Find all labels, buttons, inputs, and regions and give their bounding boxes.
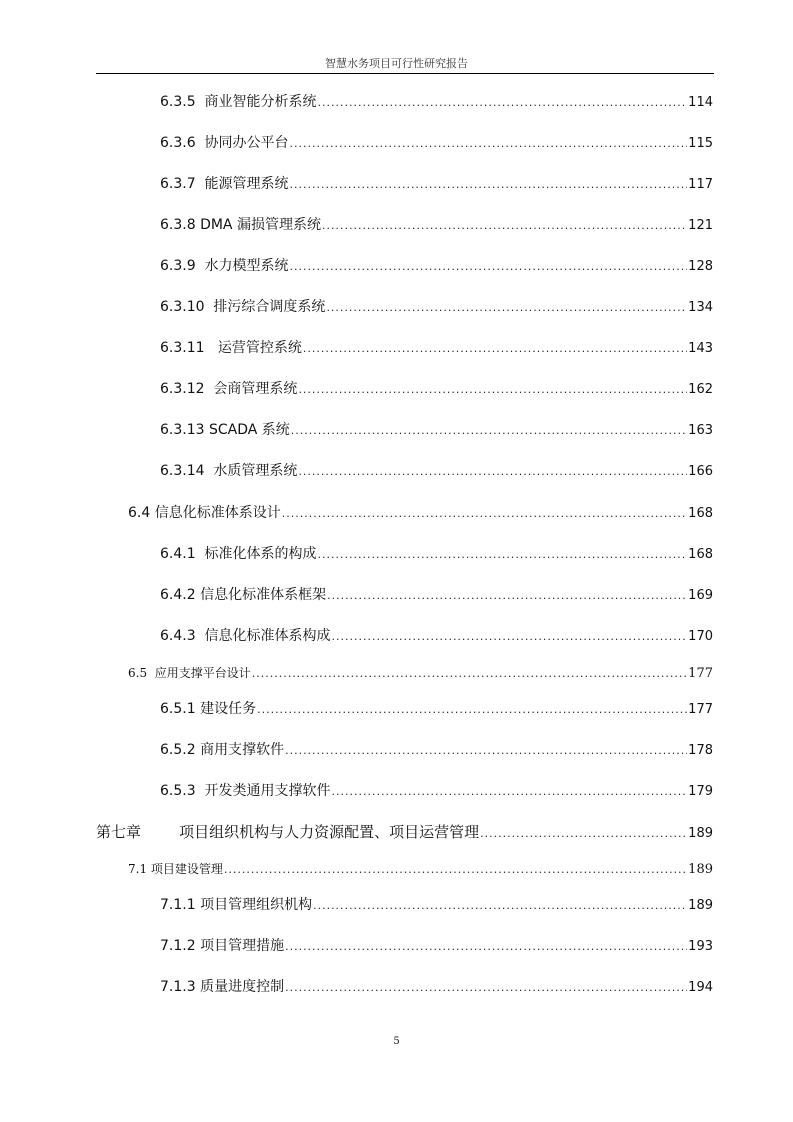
toc-entry[interactable]: [0, 740, 713, 760]
toc-entry[interactable]: [0, 663, 713, 683]
toc-page: 143: [688, 341, 713, 356]
toc-entry[interactable]: [0, 461, 713, 481]
dot-leader: [332, 782, 688, 802]
toc-page: 177: [688, 666, 713, 681]
dot-leader: [290, 134, 688, 154]
toc-page: 115: [688, 136, 713, 151]
dot-leader: [322, 216, 687, 236]
toc-label: 6.5 应用支撑平台设计: [128, 666, 251, 680]
toc-entry[interactable]: [0, 781, 713, 801]
toc-entry[interactable]: [0, 977, 713, 997]
dot-leader: [480, 824, 687, 844]
toc-label: 6.3.12 会商管理系统: [160, 381, 298, 397]
toc-page: 170: [688, 629, 713, 644]
dot-leader: [291, 421, 687, 441]
toc-label: 6.3.10 排污综合调度系统: [160, 299, 326, 315]
toc-entry[interactable]: [0, 859, 713, 879]
toc-page: 166: [688, 464, 713, 479]
toc-entry[interactable]: [0, 92, 713, 112]
toc-label: 6.3.14 水质管理系统: [160, 463, 298, 479]
toc-page: 194: [688, 980, 713, 995]
toc-label: 6.3.8 DMA 漏损管理系统: [160, 217, 321, 233]
toc-label: 6.4.3 信息化标准体系构成: [160, 628, 331, 644]
dot-leader: [285, 937, 687, 957]
toc-page: 117: [688, 177, 713, 192]
toc-entry[interactable]: [0, 215, 713, 235]
dot-leader: [327, 586, 687, 606]
toc-page: 193: [688, 939, 713, 954]
toc-entry[interactable]: [0, 544, 713, 564]
dot-leader: [290, 257, 688, 277]
toc-entry[interactable]: [0, 256, 713, 276]
toc-label: 7.1 项目建设管理: [128, 862, 223, 876]
dot-leader: [290, 175, 688, 195]
dot-leader: [285, 978, 687, 998]
toc-page: 177: [688, 702, 713, 717]
toc-page: 189: [688, 862, 713, 877]
toc-label: 6.3.7 能源管理系统: [160, 176, 289, 192]
toc-page: 134: [688, 300, 713, 315]
toc-label: 6.3.5 商业智能分析系统: [160, 94, 317, 110]
toc-page: 168: [688, 547, 713, 562]
toc-label: 6.3.13 SCADA 系统: [160, 422, 290, 438]
toc-label: 6.5.2 商用支撑软件: [160, 742, 285, 758]
toc-label: 第七章 项目组织机构与人力资源配置、项目运营管理: [96, 823, 480, 841]
toc-page: 121: [688, 218, 713, 233]
toc-entry[interactable]: [0, 936, 713, 956]
toc-label: 6.5.3 开发类通用支撑软件: [160, 783, 331, 799]
toc-page: 169: [688, 588, 713, 603]
dot-leader: [326, 298, 687, 318]
running-header: 智慧水务项目可行性研究报告: [325, 57, 468, 70]
toc-page: 162: [688, 382, 713, 397]
toc-page: 179: [688, 784, 713, 799]
toc-label: 6.5.1 建设任务: [160, 701, 257, 717]
toc-entry[interactable]: [0, 338, 713, 358]
dot-leader: [313, 896, 687, 916]
toc-entry[interactable]: [0, 174, 713, 194]
toc-entry[interactable]: [0, 699, 713, 719]
toc-label: 6.4.2 信息化标准体系框架: [160, 587, 327, 603]
toc-label: 7.1.1 项目管理组织机构: [160, 897, 313, 913]
toc-label: 7.1.3 质量进度控制: [160, 979, 285, 995]
toc-entry[interactable]: [0, 420, 713, 440]
toc-page: 178: [688, 743, 713, 758]
toc-entry[interactable]: [0, 133, 713, 153]
dot-leader: [298, 462, 687, 482]
toc-entry-chapter[interactable]: [0, 822, 713, 842]
toc-page: 114: [688, 95, 713, 110]
dot-leader: [332, 627, 688, 647]
toc-label: 7.1.2 项目管理措施: [160, 938, 285, 954]
toc-page: 168: [688, 506, 713, 521]
toc-label: 6.3.9 水力模型系统: [160, 258, 289, 274]
header-rule: [96, 73, 714, 74]
dot-leader: [318, 545, 688, 565]
dot-leader: [282, 504, 687, 524]
page-number: 5: [393, 1036, 400, 1047]
toc-page: 128: [688, 259, 713, 274]
toc-entry[interactable]: [0, 626, 713, 646]
toc-entry[interactable]: [0, 297, 713, 317]
dot-leader: [257, 700, 687, 720]
toc-label: 6.4 信息化标准体系设计: [128, 505, 281, 521]
dot-leader: [285, 741, 687, 761]
toc-entry[interactable]: [0, 379, 713, 399]
toc-label: 6.3.6 协同办公平台: [160, 135, 289, 151]
toc-entry[interactable]: [0, 895, 713, 915]
toc-page: 189: [688, 898, 713, 913]
toc-entry[interactable]: [0, 585, 713, 605]
toc-entry[interactable]: [0, 503, 713, 523]
toc-page: 189: [688, 826, 713, 841]
dot-leader: [252, 664, 687, 684]
dot-leader: [318, 93, 688, 113]
toc-page: 163: [688, 423, 713, 438]
toc-label: 6.3.11 运营管控系统: [160, 340, 302, 356]
dot-leader: [303, 339, 687, 359]
toc-label: 6.4.1 标准化体系的构成: [160, 546, 317, 562]
dot-leader: [298, 380, 687, 400]
dot-leader: [224, 860, 687, 880]
